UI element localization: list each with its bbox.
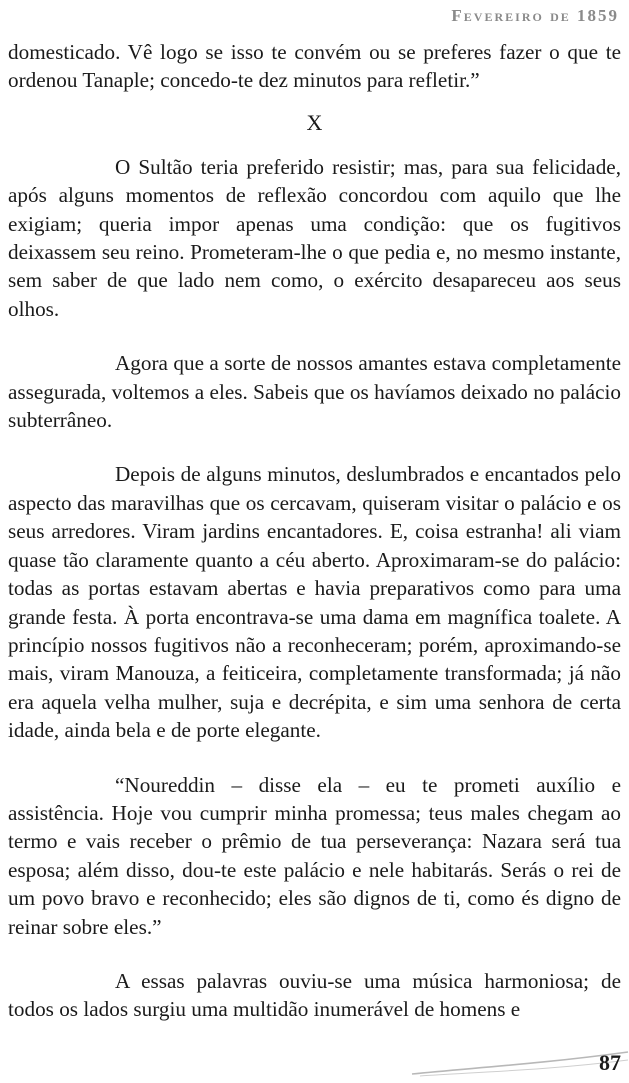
footer-swash-ornament <box>410 1046 629 1083</box>
page-body <box>8 38 621 1024</box>
paragraph-sultan: O Sultão teria preferido resistir; mas, para sua felicidade, após alguns momentos de reflexão concordou com aquilo que lhe exigiam; queria impor apenas uma condição: que os fugitivos deixassem seu reino. Prometeram-lhe o que pedia e, no mesmo instante, sem saber de que lado nem como, o exército desapareceu aos seus olhos. <box>8 154 621 321</box>
paragraph-palace: Depois de alguns minutos, deslumbrados e encantados pelo aspecto das maravilhas que os cercavam, quiseram visitar o palácio e os seus arredores. Viram jardins encantadores. E, coisa estranha! ali viam quase tão claramente quanto a céu aberto. Aproximaram-se do palácio: todas as portas estavam abertas e havia preparativos como para uma grande festa. À porta encontrava-se uma dama em magnífica toalete. A princípio nossos fugitivos não a reconheceram; porém, aproximando-se mais, viram Manouza, a feiticeira, completamente transformada; já não era aquela velha mulher, suja e decrépita, e sim uma senhora de certa idade, ainda bela e de porte elegante. <box>8 462 621 743</box>
running-header: Fevereiro de 1859 <box>451 6 619 25</box>
section-number: X <box>306 109 323 135</box>
paragraph-lovers: Agora que a sorte de nossos amantes estava completamente assegurada, voltemos a eles. Sabeis que os havíamos deixado no palácio subterrâneo. <box>8 351 621 433</box>
page-number: 87 <box>599 1050 621 1075</box>
paragraph-music: A essas palavras ouviu-se uma música harmoniosa; de todos os lados surgiu uma multidão inumerável de homens e <box>8 968 621 1022</box>
paragraph-manouza-speech: “Noureddin – disse ela – eu te prometi auxílio e assistência. Hoje vou cumprir minha promessa; teus males chegam ao termo e vais receber o prêmio de tua perseverança: Nazara será tua esposa; além disso, dou-te este palácio e nele habitarás. Serás o rei de um povo bravo e reconhecido; eles são dignos de ti, como és digno de reinar sobre eles.” <box>8 772 621 939</box>
paragraph-continuation: domesticado. Vê logo se isso te convém ou se preferes fazer o que te ordenou Tanaple; concedo-te dez minutos para refletir.” <box>8 40 621 93</box>
